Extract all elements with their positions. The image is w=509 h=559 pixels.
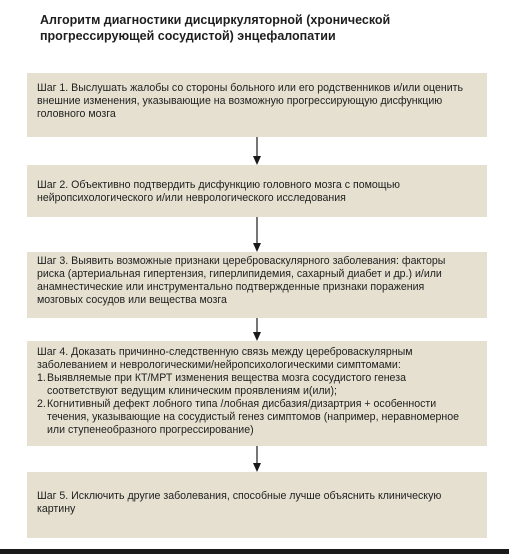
step-1-text: Шаг 1. Выслушать жалобы со стороны больного или его родственников и/или оценить внешние изменения, указывающие на возможную прогрессирующую дисфункцию головного мозга xyxy=(37,82,464,120)
step-1-box xyxy=(27,73,487,137)
arrow-step-1-to-2 xyxy=(251,137,263,165)
diagram-title: Алгоритм диагностики дисциркуляторной (хронической прогрессирующей сосудистой) энцефалопатии xyxy=(40,13,391,43)
step-5-text: Шаг 5. Исключить другие заболевания, способные лучше объяснить клиническую картину xyxy=(37,490,442,515)
arrow-step-4-to-5 xyxy=(251,446,263,472)
list-item-number: 1. xyxy=(37,372,46,384)
step-3-text: Шаг 3. Выявить возможные признаки цереброваскулярного заболевания: факторы риска (артериальная гипертензия, гиперлипидемия, сахарный диабет и др.) и/или анамнестические или инструментально подтвержденные признаки поражения мозговых сосудов или вещества мозга xyxy=(37,255,446,306)
list-item-text: Выявляемые при КТ/МРТ изменения вещества мозга сосудистого генеза соответствуют ведущим клиническим проявлениям и(или); xyxy=(47,372,406,397)
step-5-box xyxy=(27,472,487,538)
step-4-text: Шаг 4. Доказать причинно-следственную связь между цереброваскулярным заболеванием и неврологическими/нейропсихологическими симптомами: xyxy=(37,346,413,371)
step-2-text: Шаг 2. Объективно подтвердить дисфункцию головного мозга с помощью нейропсихологического и/или неврологического исследования xyxy=(37,179,400,204)
step-3-box xyxy=(27,252,487,318)
step-4-list-item xyxy=(37,372,473,398)
step-4-box xyxy=(27,341,487,446)
list-item-text: Когнитивный дефект лобного типа /лобная дисбазия/дизартрия + особенности течения, указывающие на сосудистый генез симптомов (например, неравномерное или ступенеобразного прогрессирование) xyxy=(47,398,460,436)
arrow-step-3-to-4 xyxy=(251,318,263,341)
step-4-list-item xyxy=(37,398,473,437)
list-item-number: 2. xyxy=(37,398,46,410)
step-4-list xyxy=(37,372,473,437)
step-2-box xyxy=(27,165,487,217)
bottom-rule xyxy=(0,549,509,554)
arrow-step-2-to-3 xyxy=(251,217,263,252)
